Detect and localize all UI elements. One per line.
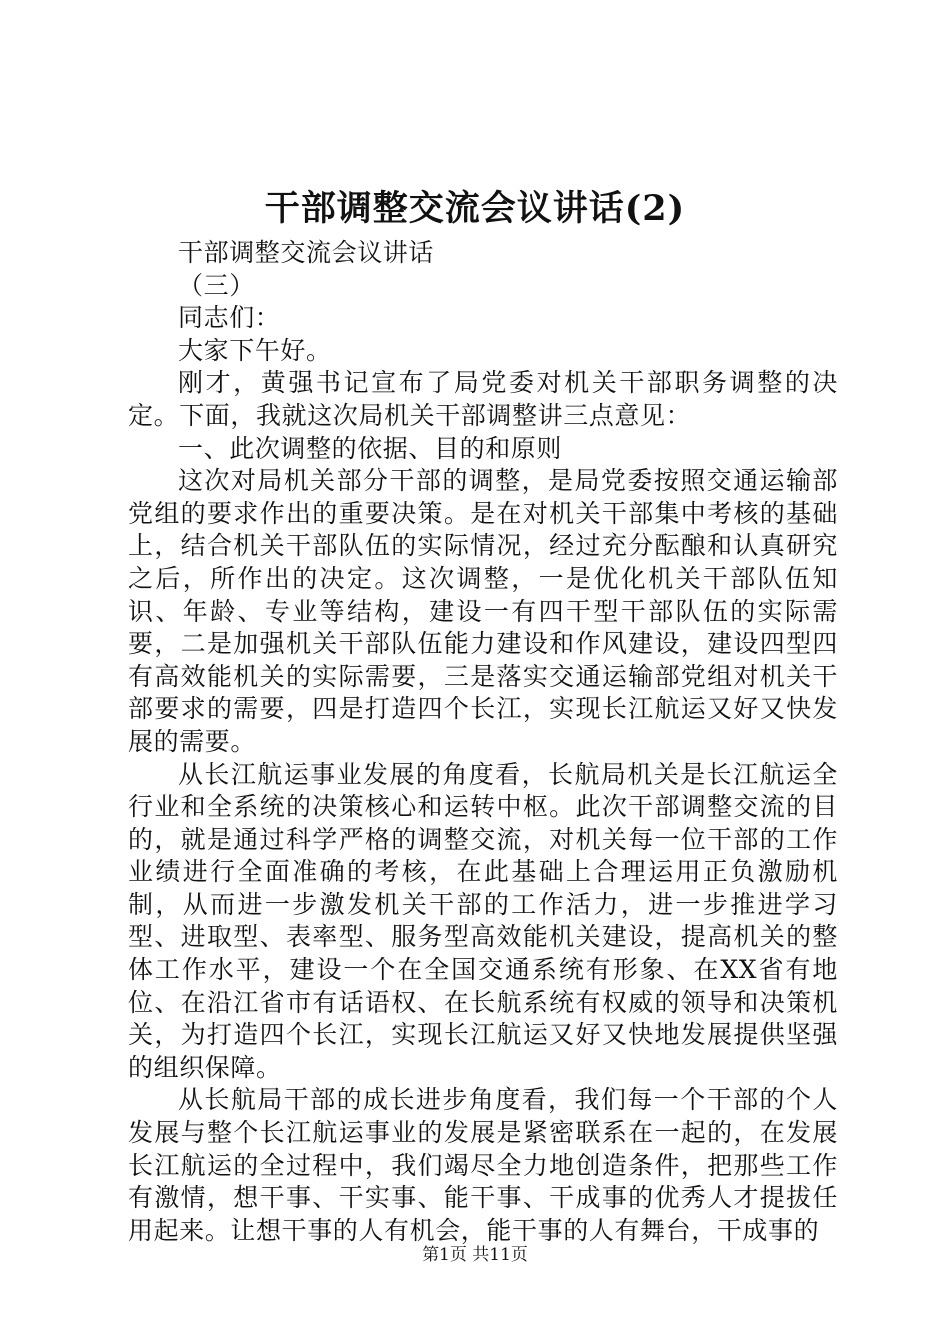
body-paragraph: 干部调整交流会议讲话 [178,238,435,267]
section-heading: 一、此次调整的依据、目的和原则 [178,433,563,463]
body-paragraph: 这次对局机关部分干部的调整，是局党委按照交通运输部党组的要求作出的重要决策。是在对机关干部集中考核的基础上，结合机关干部队伍的实际情况，经过充分酝酿和认真研究之后，所作出的决定。这次调整，一是优化机关干部队伍知识、年龄、专业等结构，建设一有四干型干部队伍的实际需要，二是加强机关干部队伍能力建设和作风建设，建设四型四有高效能机关的实际需要，三是落实交通运输部党组对机关干部要求的需要，四是打造四个长江，实现长江航运又好又快发展的需要。 [128,466,838,756]
document-body [128,237,838,1247]
document-title: 干部调整交流会议讲话(2) [264,188,686,229]
body-paragraph: 大家下午好。 [178,335,332,365]
body-paragraph: 从长航局干部的成长进步角度看，我们每一个干部的个人发展与整个长江航运事业的发展是紧密联系在一起的，在发展长江航运的全过程中，我们竭尽全力地创造条件，把那些工作有激情，想干事、干实事、能干事、干成事的优秀人才提拔任用起来。让想干事的人有机会，能干事的人有舞台，干成事的 [128,1085,838,1245]
body-paragraph: （三） [178,270,255,300]
body-paragraph: 从长江航运事业发展的角度看，长航局机关是长江航运全行业和全系统的决策核心和运转中枢。此次干部调整交流的目的，就是通过科学严格的调整交流，对机关每一位干部的工作业绩进行全面准确的考核，在此基础上合理运用正负激励机制，从而进一步激发机关干部的工作活力，进一步推进学习型、进取型、表率型、服务型高效能机关建设，提高机关的整体工作水平，建设一个在全国交通系统有形象、在XX省有地位、在沿江省市有话语权、在长航系统有权威的领导和决策机关，为打造四个长江，实现长江航运又好又快地发展提供坚强的组织保障。 [128,759,838,1082]
page-footer: 第1页 共11页 [422,1245,528,1265]
body-paragraph: 刚才，黄强书记宣布了局党委对机关干部职务调整的决定。下面，我就这次局机关干部调整讲三点意见： [128,368,838,430]
body-paragraph: 同志们： [178,303,281,333]
